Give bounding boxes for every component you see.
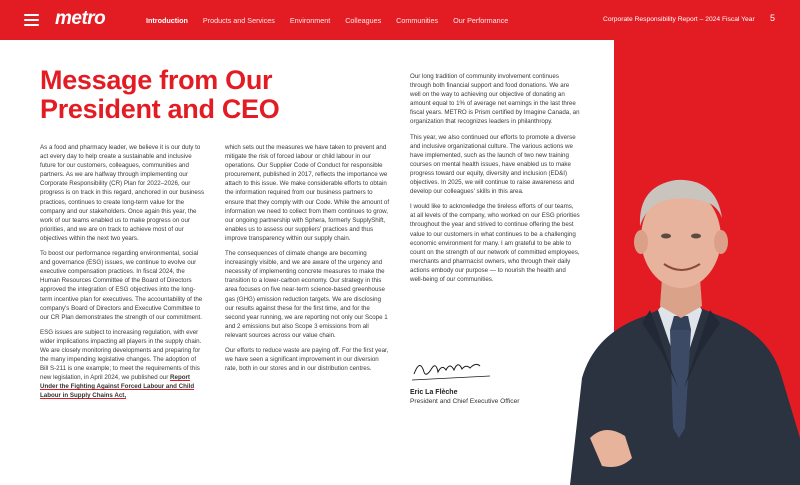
menu-icon[interactable] [24, 14, 39, 26]
main-nav [146, 0, 523, 40]
paragraph: Our efforts to reduce waste are paying off. For the first year, we have seen a significant improvement in our diversion rate, both in our stores and in our distribution centres. [225, 346, 389, 373]
metro-logo[interactable]: metro [55, 8, 106, 29]
text-column-1 [40, 143, 205, 407]
report-title: Corporate Responsibility Report – 2024 Fiscal Year [603, 16, 755, 23]
page-number: 5 [770, 13, 776, 23]
nav-colleagues[interactable]: Colleagues [345, 15, 382, 25]
nav-environment[interactable]: Environment [289, 15, 331, 25]
paragraph: which sets out the measures we have taken to prevent and mitigate the risk of forced labour or child labour in our operations. Our Supplier Code of Conduct for responsible procurement, published in 2017, reflects the importance we attach to this issue. We make considerable efforts to obtain the information required from our business partners to ensure that they comply with our Code. While the amount of information we need to collect from them continues to grow, our ongoing partnership with Sphera, formerly SupplyShift, enables us to assess our suppliers' practices and thus improve transparency within our supply chain. [225, 144, 390, 242]
nav-communities[interactable]: Communities [396, 15, 439, 25]
text-column-2 [225, 143, 390, 379]
ceo-portrait [550, 138, 800, 485]
signatory-name: Eric La Flèche [410, 389, 458, 396]
paragraph: As a food and pharmacy leader, we believe it is our duty to act every day to help create a sustainable and inclusive future for our customers, colleagues, communities and partners. As we are halfway through implementing our Corporate Responsibility (CR) Plan for 2022–2026, our progress is on track in this regard, anchored in our business practices, continues to create long-term value for the company and our stakeholders. Once again this year, the work of our teams enabled us to make progress on our priorities, and we are on track to achieve most of our objectives within the next two years. [40, 144, 205, 242]
paragraph [40, 328, 205, 401]
forced-labour-report-link[interactable]: Report Under the Fighting Against Forced Labour and Child Labour in Supply Chains Act, [40, 374, 195, 400]
nav-products-and-services[interactable]: Products and Services [202, 15, 275, 25]
paragraph: I would like to acknowledge the tireless efforts of our teams, at all levels of the company, who worked on our ESG priorities throughout the year and strived to continue offering the best value to our customers in what continues to be a challenging economic environment for many. I am grateful to be able to count on the strength of our network of committed employees, merchants and pharmacist owners, who through their daily actions embody our purpose — to nourish the health and well-being of our communities. [410, 203, 580, 283]
paragraph: Our long tradition of community involvement continues through both financial support and food donations. We are well on the way to achieving our objective of donating an amount equal to 1% of average net earnings in the last three fiscal years. METRO is Prism certified by Imagine Canada, an organization that recognizes leaders in philanthropy. [410, 73, 580, 126]
top-navigation-bar [0, 0, 800, 40]
nav-our-performance[interactable]: Our Performance [453, 15, 509, 25]
paragraph-text: ESG issues are subject to increasing regulation, with ever wider implications impacting all players in the supply chain. We are closely monitoring developments and preparing for the many impending legislative changes. The adoption of Bill S-211 is one example; to meet the requirements of this new legislation, in April 2024, we published our [40, 328, 202, 382]
text-column-3 [410, 72, 580, 290]
signature [410, 354, 495, 384]
page-title: Message from Our President and CEO [40, 65, 280, 124]
paragraph: The consequences of climate change are becoming increasingly visible, and we are aware of the urgency and necessity of implementing concrete measures to make the transition to a lower-carbon economy. Our strategy in this area focuses on five near-term science-based greenhouse gas (GHG) emission reduction targets. We are disclosing our results against these for the first time, and for the second year running, we are reporting not only our Scope 1 and 2 emissions but also Scope 3 emissions from all relevant sources across our value chain. [225, 250, 388, 339]
paragraph: To boost our performance regarding environmental, social and governance (ESG) issues, we continue to evolve our executive compensation practices. In fiscal 2024, the Human Resources Committee of the Board of Directors approved the integration of ESG objectives into the long-term incentive plan for executives. The accountability of the company's Board of Directors and Executive Committee to our CR Plan demonstrates the strength of our commitment. [40, 250, 203, 321]
signatory-role: President and Chief Executive Officer [410, 398, 520, 405]
paragraph: This year, we also continued our efforts to promote a diverse and inclusive organizational culture. The various actions we have implemented, such as the launch of two new training courses on mental health issues, have enabled us to make progress toward our equity, diversity and inclusion (ED&I) objectives. In 2025, we will continue to raise awareness and develop our colleagues' skills in this area. [410, 133, 576, 196]
nav-introduction[interactable]: Introduction [146, 15, 188, 25]
